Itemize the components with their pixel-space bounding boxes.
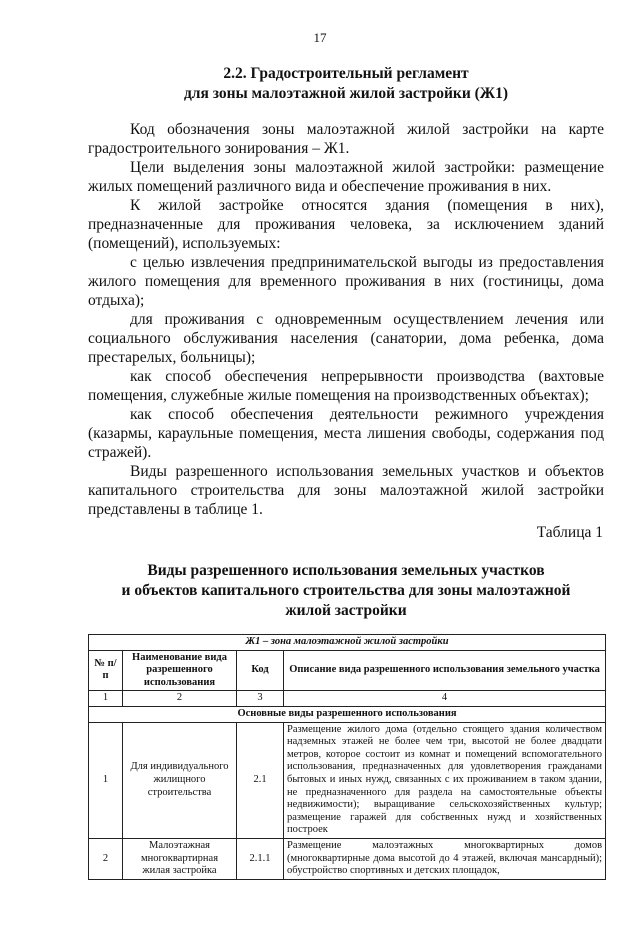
col-header-num: № п/п	[89, 650, 123, 691]
row-name: Малоэтажная многоквартирная жилая застройка	[123, 838, 237, 879]
paragraph: с целью извлечения предпринимательской выгоды из предоставления жилого помещения для временного проживания в них (гостиницы, дома отдыха);	[88, 254, 604, 309]
col-number: 1	[89, 691, 123, 707]
table-title-line3: жилой застройки	[285, 602, 407, 619]
section-heading-line2: для зоны малоэтажной жилой застройки (Ж1)	[183, 85, 509, 102]
paragraph: для проживания с одновременным осуществлением лечения или социального обслуживания населения (санатории, дома ребенка, дома престарелых, больницы);	[88, 311, 604, 366]
section-header-row	[89, 706, 606, 722]
row-name: Для индивидуального жилищного строительства	[123, 722, 237, 838]
paragraph: Код обозначения зоны малоэтажной жилой застройки на карте градостроительного зонирования – Ж1.	[88, 121, 604, 157]
zone-header-row	[89, 635, 606, 651]
zone-header: Ж1 – зона малоэтажной жилой застройки	[89, 635, 606, 651]
section-heading-line1: 2.2. Градостроительный регламент	[223, 65, 469, 82]
table-title-line2: и объектов капитального строительства для зоны малоэтажной	[121, 582, 571, 599]
row-num: 2	[89, 838, 123, 879]
section-heading	[88, 64, 604, 104]
column-header-row	[89, 650, 606, 691]
column-number-row	[89, 691, 606, 707]
paragraph: как способ обеспечения непрерывности производства (вахтовые помещения, служебные жилые помещения на производственных объектах);	[88, 368, 604, 404]
col-header-code: Код	[237, 650, 284, 691]
row-desc: Размещение жилого дома (отдельно стоящего здания количеством надземных этажей не более чем три, высотой не более двадцати метров, которое состоит из комнат и помещений вспомогательного использования, предназначенных для удовлетворения гражданами бытовых и иных нужд, связанных с их проживанием в таком здании, не предназначенного для раздела на самостоятельные объекты недвижимости); выращивание сельскохозяйственных культур; размещение гаражей для собственных нужд и хозяйственных построек	[284, 722, 606, 838]
row-desc: Размещение малоэтажных многоквартирных домов (многоквартирные дома высотой до 4 этажей, включая мансардный); обустройство спортивных и детских площадок,	[284, 838, 606, 879]
table-row	[89, 722, 606, 838]
row-code: 2.1	[237, 722, 284, 838]
col-number: 3	[237, 691, 284, 707]
col-number: 2	[123, 691, 237, 707]
paragraph: Виды разрешенного использования земельных участков и объектов капитального строительства для зоны малоэтажной жилой застройки представлены в таблице 1.	[88, 463, 604, 518]
col-header-name: Наименование вида разрешенного использования	[123, 650, 237, 691]
col-header-desc: Описание вида разрешенного использования земельного участка	[284, 650, 606, 691]
paragraph: Цели выделения зоны малоэтажной жилой застройки: размещение жилых помещений различного вида и обеспечение проживания в них.	[88, 159, 604, 195]
col-number: 4	[284, 691, 606, 707]
table-label: Таблица 1	[536, 524, 603, 541]
zones-table	[88, 634, 606, 880]
body-text	[88, 120, 604, 519]
paragraph: К жилой застройке относятся здания (помещения в них), предназначенные для проживания человека, за исключением зданий (помещений), используемых:	[88, 197, 604, 252]
paragraph: как способ обеспечения деятельности режимного учреждения (казармы, караульные помещения, места лишения свободы, содержания под стражей).	[88, 406, 604, 461]
row-num: 1	[89, 722, 123, 838]
table-title	[88, 561, 604, 621]
table-title-line1: Виды разрешенного использования земельных участков	[147, 562, 545, 579]
table-row	[89, 838, 606, 879]
page-number: 17	[313, 30, 327, 45]
row-code: 2.1.1	[237, 838, 284, 879]
section-header: Основные виды разрешенного использования	[89, 706, 606, 722]
